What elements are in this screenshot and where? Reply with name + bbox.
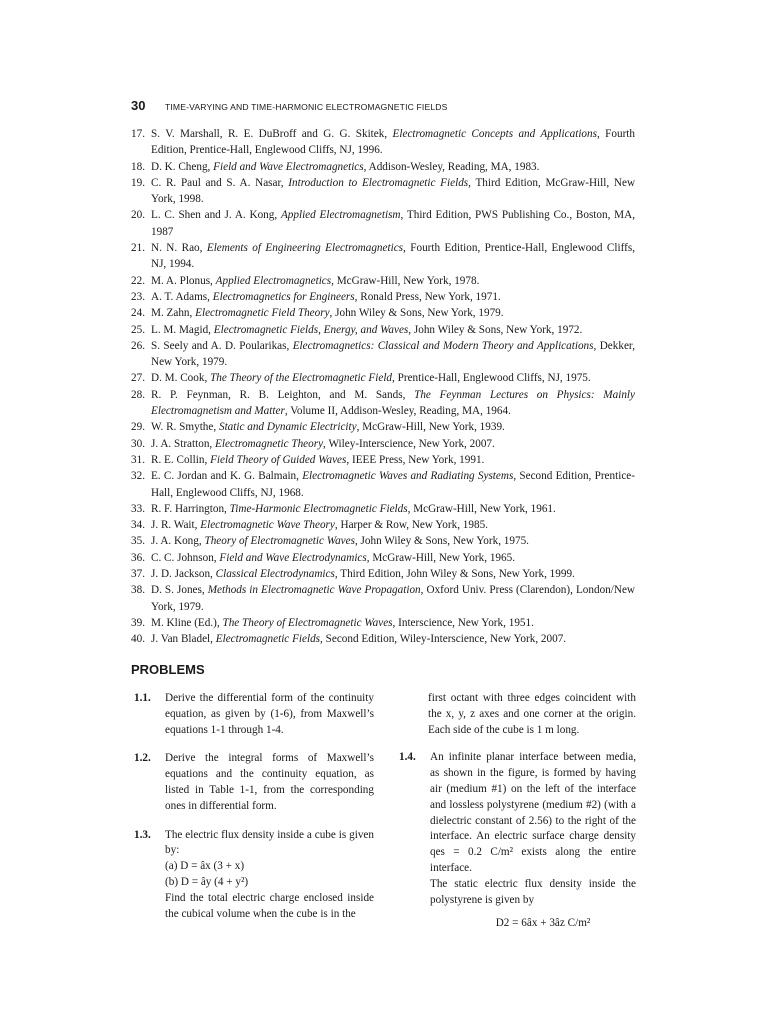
reference-number: 30. <box>131 437 145 450</box>
reference-publisher: , Second Edition, Prentice-Hall, Englewood Cliffs, NJ, 1968. <box>151 470 635 499</box>
reference-authors: D. M. Cook, <box>151 372 211 385</box>
reference-title: The Feynman Lectures on Physics: Mainly Electromagnetism and Matter <box>151 388 635 418</box>
problem-part-b <box>165 875 374 891</box>
reference-title: Introduction to Electromagnetic Fields <box>288 176 469 189</box>
reference-number: 20. <box>131 209 145 222</box>
part-equation: D = âx (3 + x) <box>180 860 245 873</box>
reference-number: 21. <box>131 242 145 255</box>
reference-number: 18. <box>131 160 145 173</box>
reference-authors: D. K. Cheng, <box>151 160 214 173</box>
reference-title: Methods in Electromagnetic Wave Propagation <box>207 584 421 597</box>
reference-publisher: , John Wiley & Sons, New York, 1979. <box>329 307 504 320</box>
reference-authors: S. V. Marshall, R. E. DuBroff and G. G. Skitek, <box>151 128 393 140</box>
reference-number: 37. <box>131 568 145 581</box>
reference-number: 34. <box>131 519 145 532</box>
problem-text: Derive the integral forms of Maxwell’s equations and the continuity equation, as listed in Table 1-1, from the corresponding ones in differential form. <box>165 752 374 812</box>
problem-1-3 <box>131 828 374 923</box>
reference-publisher: , Fourth Edition, Prentice-Hall, Englewood Cliffs, NJ, 1994. <box>151 242 636 271</box>
reference-number: 35. <box>131 535 145 548</box>
reference-title: Theory of Electromagnetic Waves <box>204 535 355 548</box>
reference-publisher: , John Wiley & Sons, New York, 1975. <box>354 535 529 548</box>
reference-item <box>131 338 635 371</box>
reference-item <box>131 370 635 386</box>
running-title: TIME-VARYING AND TIME-HARMONIC ELECTROMAGNETIC FIELDS <box>165 102 448 112</box>
reference-number: 24. <box>131 307 145 320</box>
reference-item <box>131 322 635 338</box>
reference-item <box>131 550 635 566</box>
reference-title: Field Theory of Guided Waves <box>210 453 347 466</box>
reference-item <box>131 273 635 289</box>
reference-item <box>131 452 635 468</box>
reference-publisher: , Third Edition, PWS Publishing Co., Boston, MA, 1987 <box>151 209 635 238</box>
reference-item <box>131 159 635 175</box>
reference-authors: L. M. Magid, <box>151 323 214 336</box>
problem-part-a <box>165 859 374 875</box>
reference-authors: E. C. Jordan and K. G. Balmain, <box>151 470 303 483</box>
reference-authors: C. R. Paul and S. A. Nasar, <box>151 176 289 189</box>
reference-title: The Theory of Electromagnetic Waves <box>222 616 393 629</box>
problems-right-column <box>396 691 636 945</box>
reference-authors: N. N. Rao, <box>151 242 207 255</box>
reference-publisher: , Ronald Press, New York, 1971. <box>354 290 501 303</box>
reference-item <box>131 615 635 631</box>
reference-authors: R. P. Feynman, R. B. Leighton, and M. Sands, <box>151 388 415 401</box>
problems-heading: PROBLEMS <box>131 662 205 677</box>
reference-publisher: , John Wiley & Sons, New York, 1972. <box>408 323 583 336</box>
reference-title: Electromagnetic Wave Theory <box>200 519 335 532</box>
reference-publisher: , McGraw-Hill, New York, 1965. <box>366 551 515 564</box>
reference-publisher: , Second Edition, Wiley-Interscience, New York, 2007. <box>320 633 567 646</box>
reference-item <box>131 305 635 321</box>
reference-publisher: , Interscience, New York, 1951. <box>392 616 534 629</box>
part-equation: D = ây (4 + y²) <box>180 875 249 888</box>
problem-1-1 <box>131 691 374 738</box>
reference-publisher: , Harper & Row, New York, 1985. <box>334 519 488 532</box>
reference-title: Field and Wave Electrodynamics <box>219 551 367 564</box>
reference-authors: J. R. Wait, <box>151 519 201 532</box>
reference-authors: A. T. Adams, <box>151 290 213 303</box>
problems-left-column <box>131 691 374 922</box>
reference-title: Electromagnetic Fields <box>215 633 321 646</box>
reference-number: 17. <box>131 128 145 140</box>
reference-authors: D. S. Jones, <box>151 584 208 597</box>
reference-number: 29. <box>131 421 145 434</box>
part-label: (a) <box>165 860 178 873</box>
reference-publisher: , Oxford Univ. Press (Clarendon), London/New York, 1979. <box>151 584 635 613</box>
reference-authors: J. A. Stratton, <box>151 437 216 450</box>
reference-authors: C. C. Johnson, <box>151 551 220 564</box>
flux-density-equation: D2 = 6âx + 3âz C/m² <box>495 917 591 930</box>
reference-authors: M. Zahn, <box>151 307 196 320</box>
reference-item <box>131 501 635 517</box>
reference-authors: W. R. Smythe, <box>151 421 219 434</box>
reference-item <box>131 631 635 647</box>
problem-1-2 <box>131 751 374 814</box>
problem-number: 1.3. <box>134 828 151 841</box>
reference-title: Applied Electromagnetism <box>280 209 401 222</box>
running-header <box>131 98 448 113</box>
reference-item <box>131 289 635 305</box>
reference-publisher: , McGraw-Hill, New York, 1939. <box>356 421 505 434</box>
reference-item <box>131 533 635 549</box>
reference-item <box>131 240 635 273</box>
reference-title: Static and Dynamic Electricity <box>218 421 357 434</box>
reference-publisher: , Volume II, Addison-Wesley, Reading, MA, 1964. <box>284 405 511 418</box>
reference-title: Classical Electrodynamics <box>215 568 335 581</box>
reference-publisher: , Third Edition, McGraw-Hill, New York, 1998. <box>151 176 636 206</box>
reference-item <box>131 207 635 240</box>
reference-number: 38. <box>131 584 145 597</box>
reference-publisher: , Third Edition, John Wiley & Sons, New York, 1999. <box>334 568 575 581</box>
reference-authors: M. A. Plonus, <box>151 274 216 287</box>
reference-number: 33. <box>131 502 145 515</box>
reference-item <box>131 436 635 452</box>
reference-item <box>131 582 635 615</box>
reference-authors: S. Seely and A. D. Poularikas, <box>151 339 293 352</box>
reference-list <box>131 126 635 648</box>
reference-authors: R. E. Collin, <box>151 453 211 466</box>
reference-number: 19. <box>131 176 145 189</box>
reference-title: Electromagnetic Fields, Energy, and Waves <box>213 323 409 336</box>
reference-title: Time-Harmonic Electromagnetic Fields <box>229 502 408 515</box>
reference-title: Electromagnetic Concepts and Applications <box>392 128 597 140</box>
reference-publisher: , McGraw-Hill, New York, 1978. <box>331 274 480 287</box>
reference-authors: M. Kline (Ed.), <box>151 616 223 629</box>
reference-number: 22. <box>131 274 145 287</box>
reference-number: 39. <box>131 616 145 629</box>
reference-authors: R. F. Harrington, <box>151 502 230 515</box>
reference-title: The Theory of the Electromagnetic Field <box>210 372 393 385</box>
reference-title: Electromagnetic Field Theory <box>195 307 330 320</box>
reference-item <box>131 566 635 582</box>
problem-number: 1.4. <box>399 751 416 764</box>
reference-publisher: , Dekker, New York, 1979. <box>151 339 635 369</box>
reference-authors: J. Van Bladel, <box>151 633 216 646</box>
problem-1-3-continuation: first octant with three edges coincident with the x, y, z axes and one corner at the origin. Each side of the cube is 1 m long. <box>428 692 636 736</box>
page-number: 30 <box>131 98 146 113</box>
reference-number: 31. <box>131 453 145 466</box>
reference-publisher: , Fourth Edition, Prentice-Hall, Englewood Cliffs, NJ, 1996. <box>151 128 636 157</box>
reference-item <box>131 468 635 501</box>
reference-title: Electromagnetics: Classical and Modern Theory and Applications <box>292 339 594 352</box>
reference-authors: J. A. Kong, <box>151 535 205 548</box>
problem-text: The electric flux density inside a cube is given by: <box>165 828 374 857</box>
part-label: (b) <box>165 875 179 888</box>
reference-number: 32. <box>131 470 145 483</box>
reference-number: 36. <box>131 551 145 564</box>
reference-item <box>131 517 635 533</box>
reference-authors: L. C. Shen and J. A. Kong, <box>151 209 281 222</box>
reference-title: Electromagnetics for Engineers <box>212 290 355 303</box>
problem-text-continued: Find the total electric charge enclosed inside the cubical volume when the cube is in the <box>165 891 374 920</box>
reference-publisher: , Wiley-Interscience, New York, 2007. <box>323 437 495 450</box>
problem-text: Derive the differential form of the continuity equation, as given by (1-6), from Maxwell’s equations 1-1 through 1-4. <box>165 692 374 736</box>
reference-number: 26. <box>131 339 145 352</box>
reference-authors: J. D. Jackson, <box>151 568 216 581</box>
reference-publisher: , McGraw-Hill, New York, 1961. <box>407 502 556 515</box>
reference-number: 25. <box>131 323 145 336</box>
problem-text: An infinite planar interface between media, as shown in the figure, is formed by having air (medium #1) on the left of the interface and lossless polystyrene (medium #2) (with a dielectric constant of 2.56) to the right of the interface. An electric surface charge density qes = 0.2 C/m² exists along the entire interface. <box>430 751 636 874</box>
problem-number: 1.2. <box>134 752 151 765</box>
reference-number: 27. <box>131 372 145 385</box>
reference-item <box>131 175 635 208</box>
problem-1-4 <box>396 750 636 932</box>
reference-number: 28. <box>131 388 145 401</box>
reference-title: Applied Electromagnetics <box>215 274 332 287</box>
reference-item <box>131 387 635 420</box>
reference-title: Field and Wave Electromagnetics <box>213 160 364 173</box>
reference-item <box>131 419 635 435</box>
reference-title: Elements of Engineering Electromagnetics <box>206 242 404 255</box>
reference-publisher: , Addison-Wesley, Reading, MA, 1983. <box>363 160 540 173</box>
reference-title: Electromagnetic Waves and Radiating Systems <box>302 470 514 483</box>
problem-number: 1.1. <box>134 692 151 704</box>
reference-item <box>131 126 635 159</box>
reference-number: 23. <box>131 290 145 303</box>
reference-publisher: , Prentice-Hall, Englewood Cliffs, NJ, 1975. <box>392 372 591 385</box>
problem-text-continued: The static electric flux density inside the polystyrene is given by <box>430 877 636 906</box>
reference-number: 40. <box>131 633 145 646</box>
reference-publisher: , IEEE Press, New York, 1991. <box>346 453 485 466</box>
reference-title: Electromagnetic Theory <box>215 437 324 450</box>
